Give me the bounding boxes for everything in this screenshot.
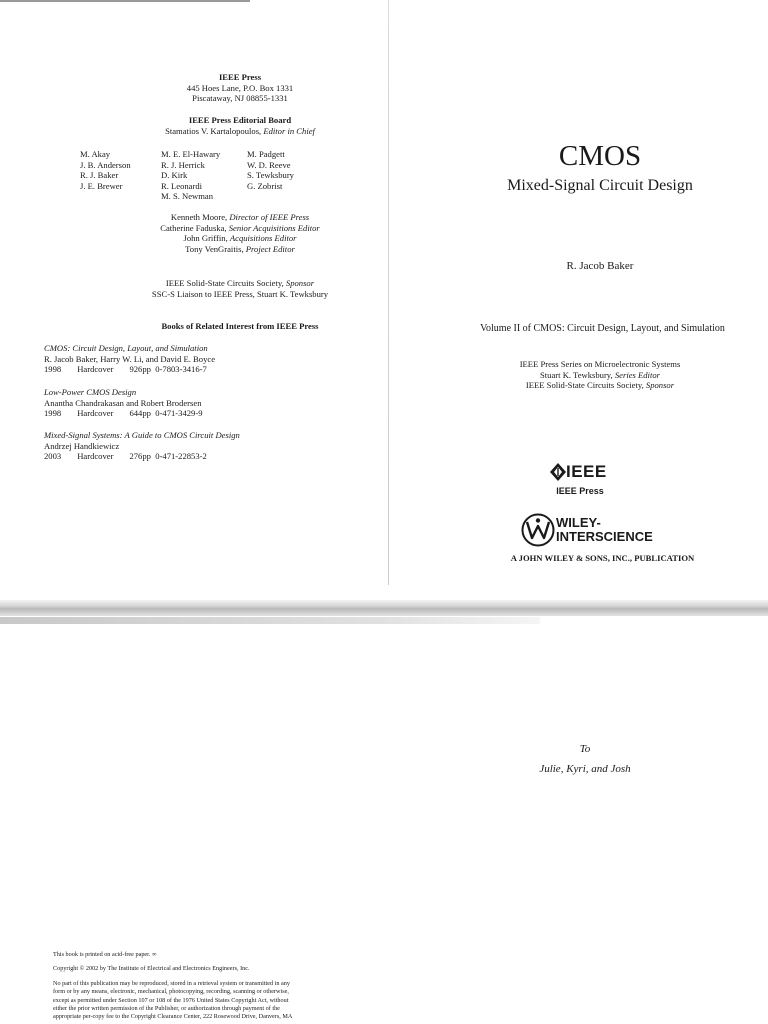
staff-block (70, 212, 410, 254)
chief-role: Editor in Chief (263, 125, 315, 136)
board-member: J. E. Brewer (80, 180, 123, 191)
board-column-3 (247, 149, 294, 191)
book-details (44, 451, 240, 462)
publisher-line: A JOHN WILEY & SONS, INC., PUBLICATION (510, 553, 695, 563)
book-authors: Anantha Chandrakasan and Robert Brodersen (44, 397, 202, 408)
book-year: 1998 (44, 408, 62, 419)
staff-line (70, 233, 410, 244)
staff-role: Senior Acquisitions Editor (228, 222, 320, 233)
book-pages: 644pp (129, 408, 151, 419)
book-year: 1998 (44, 364, 62, 375)
press-block (100, 72, 380, 104)
related-book (44, 387, 203, 419)
board-column-2 (161, 149, 220, 202)
spread-divider (0, 600, 768, 616)
staff-role: Acquisitions Editor (229, 233, 297, 244)
volume-note: Volume II of CMOS: Circuit Design, Layout, and Simulation (480, 323, 725, 334)
staff-name: John Griffin, (183, 233, 228, 244)
board-heading-block (70, 115, 410, 136)
book-isbn: 0-7803-3416-7 (155, 364, 207, 375)
book-title: CMOS: Circuit Design, Layout, and Simulation (44, 343, 208, 353)
notice-line: appropriate per-copy fee to the Copyright Clearance Center, 222 Rosewood Drive, Danvers, MA (53, 1013, 293, 1021)
series-name: IEEE Press Series on Microelectronic Systems (519, 359, 681, 369)
staff-line (70, 212, 410, 223)
wiley-wordmark-1: WILEY- (556, 515, 601, 530)
board-member: M. Akay (80, 149, 111, 159)
scan-top-edge (0, 0, 250, 2)
staff-name: Tony VenGraitis, (185, 243, 244, 254)
press-name: IEEE Press (218, 72, 262, 82)
book-year: 2003 (44, 451, 62, 462)
book-author: R. Jacob Baker (566, 260, 634, 272)
book-subtitle: Mixed-Signal Circuit Design (507, 177, 693, 194)
chief-name: Stamatios V. Kartalopoulos, (165, 125, 262, 136)
board-member: M. S. Newman (161, 191, 214, 202)
copyright-notice (53, 980, 373, 1021)
copyright-line: Copyright © 2002 by The Institute of Electrical and Electronics Engineers, Inc. (53, 965, 250, 972)
series-editor-name: Stuart K. Tewksbury, (540, 369, 613, 380)
notice-line: except as permitted under Section 107 or 108 of the 1976 United States Copyright Act, without (53, 996, 289, 1004)
related-book (44, 430, 240, 462)
sponsor-name: IEEE Solid-State Circuits Society, (165, 278, 284, 288)
sponsor-line-2: SSC-S Liaison to IEEE Press, Stuart K. Tewksbury (151, 288, 329, 299)
board-member: M. E. El-Hawary (161, 149, 221, 159)
series-sponsor (430, 380, 768, 391)
board-member: D. Kirk (161, 170, 188, 181)
staff-name: Catherine Faduska, (160, 222, 227, 233)
dedication-to: To (579, 743, 591, 755)
book-authors: Andrzej Handkiewicz (44, 440, 120, 451)
staff-line (70, 244, 410, 255)
book-authors: R. Jacob Baker, Harry W. Li, and David E. Boyce (44, 353, 216, 364)
press-address-2: Piscataway, NJ 08855-1331 (192, 93, 288, 104)
ieee-logo (549, 462, 611, 482)
book-main-title: CMOS (558, 140, 642, 172)
series-block (430, 359, 768, 391)
ieee-wordmark: IEEE (566, 462, 607, 481)
spread-divider-shadow (0, 617, 540, 624)
board-member: R. J. Herrick (161, 159, 205, 170)
book-title: Low-Power CMOS Design (44, 387, 137, 397)
wiley-w-icon (521, 513, 555, 547)
book-binding: Hardcover (77, 451, 114, 462)
board-chief (70, 126, 410, 137)
sponsor-role: Sponsor (285, 278, 315, 288)
related-book (44, 343, 215, 375)
series-sponsor-role: Sponsor (645, 380, 675, 391)
book-details (44, 364, 215, 375)
book-title: Mixed-Signal Systems: A Guide to CMOS Circuit Design (44, 430, 240, 440)
board-member: R. J. Baker (80, 170, 119, 181)
related-books-heading: Books of Related Interest from IEEE Press (161, 321, 319, 331)
series-editor (430, 370, 768, 381)
staff-name: Kenneth Moore, (170, 212, 228, 222)
staff-role: Director of IEEE Press (229, 212, 310, 222)
staff-role: Project Editor (245, 243, 295, 254)
book-pages: 276pp (129, 451, 151, 462)
board-title: IEEE Press Editorial Board (188, 115, 292, 125)
book-binding: Hardcover (77, 408, 114, 419)
dedication-names: Julie, Kyri, and Josh (539, 763, 631, 775)
ieee-press-label: IEEE Press (556, 486, 604, 496)
sponsor-block (70, 278, 410, 299)
book-pages: 926pp (129, 364, 151, 375)
notice-line: form or by any means, electronic, mechanical, photocopying, recording, scanning or otherwise, (53, 988, 289, 996)
wiley-logo (521, 513, 651, 549)
board-member: R. Leonardi (161, 180, 203, 191)
book-isbn: 0-471-22853-2 (155, 451, 207, 462)
board-member: W. D. Reeve (247, 159, 291, 170)
series-editor-role: Series Editor (614, 369, 660, 380)
book-binding: Hardcover (77, 364, 114, 375)
sponsor-line-1 (70, 278, 410, 289)
press-address-1: 445 Hoes Lane, P.O. Box 1331 (186, 82, 294, 93)
notice-line: either the prior written permission of the Publisher, or authorization through payment of the (53, 1004, 280, 1012)
book-details (44, 408, 203, 419)
book-isbn: 0-471-3429-9 (155, 408, 203, 419)
acid-free-note: This book is printed on acid-free paper. ∞ (53, 951, 157, 958)
board-member: S. Tewksbury (247, 170, 294, 181)
board-column-1 (80, 149, 131, 191)
board-member: M. Padgett (247, 149, 285, 159)
series-sponsor-name: IEEE Solid-State Circuits Society, (525, 380, 644, 391)
board-member: G. Zobrist (247, 180, 283, 191)
notice-line: No part of this publication may be reproduced, stored in a retrieval system or transmitted in any (53, 980, 290, 987)
wiley-wordmark-2: INTERSCIENCE (556, 529, 653, 544)
staff-line (70, 223, 410, 234)
board-member: J. B. Anderson (80, 159, 131, 170)
